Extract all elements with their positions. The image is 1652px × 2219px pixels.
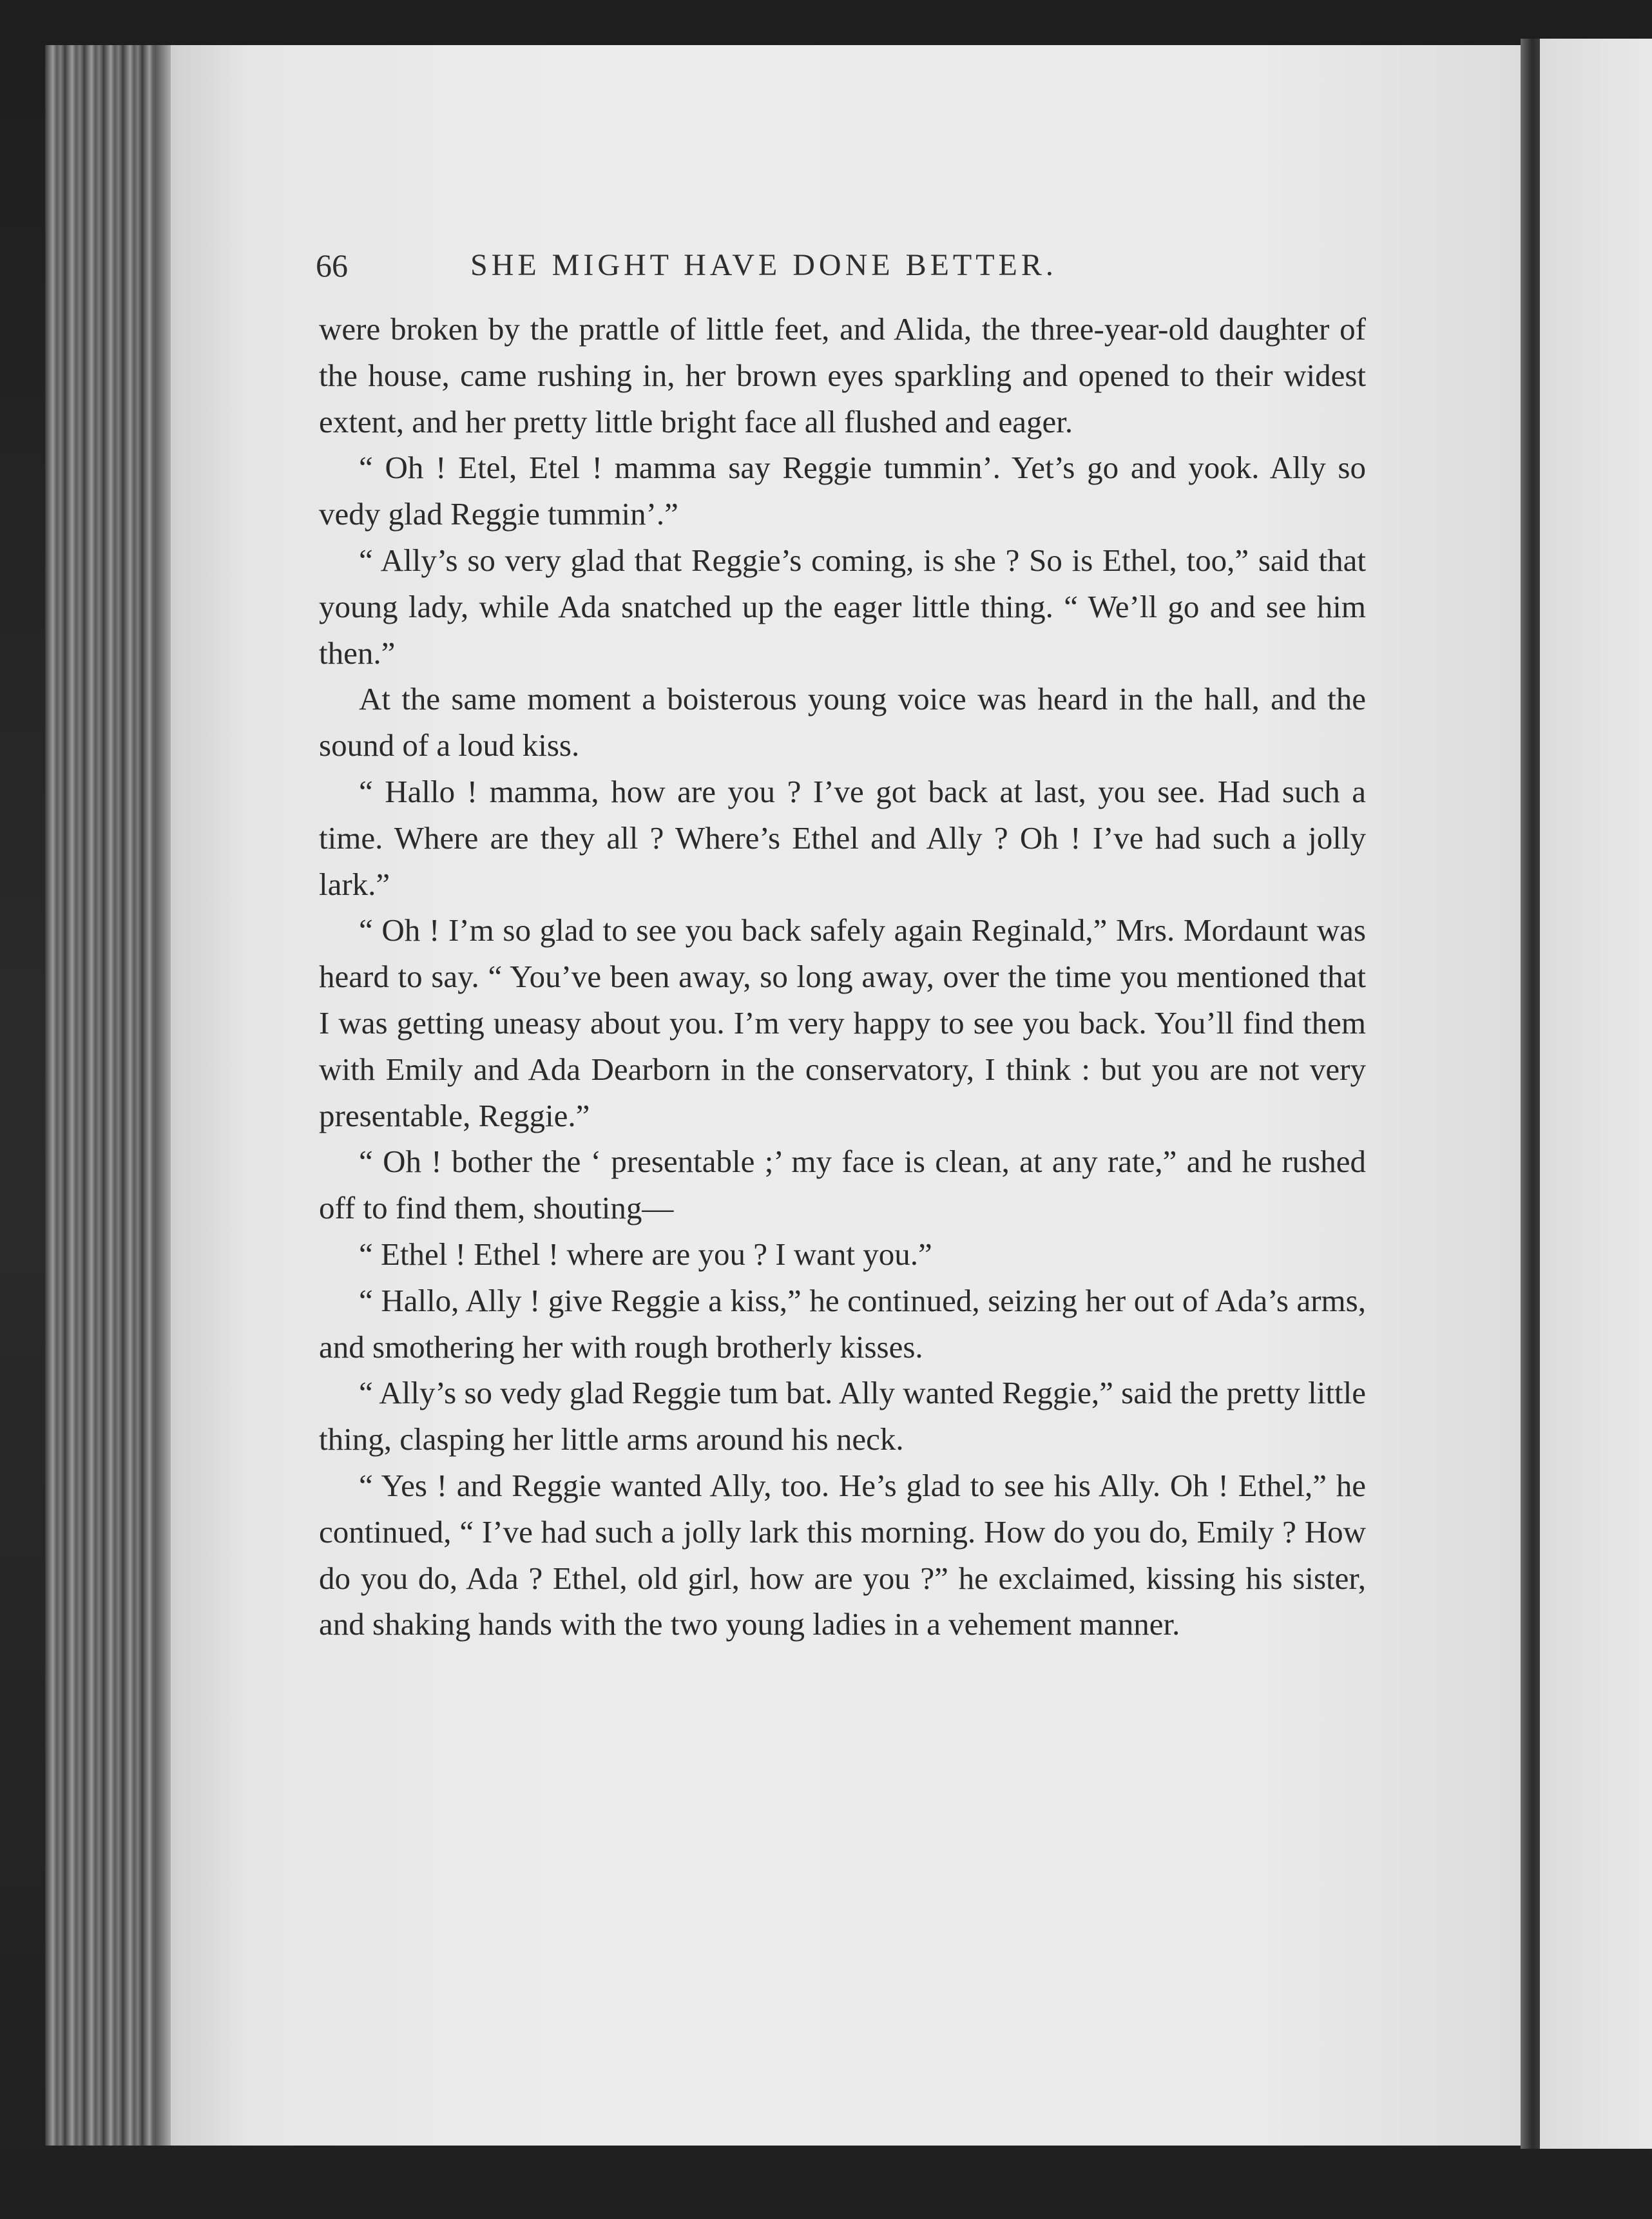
paragraph: “ Ally’s so very glad that Reggie’s coming, is she ? So is Ethel, too,” said that young lady, while Ada snatched up the eager little thing. “ We’ll go and see him then.” [319,542,1366,671]
paragraph: “ Ethel ! Ethel ! where are you ? I want you.” [359,1236,932,1272]
paragraph: were broken by the prattle of little feet, and Alida, the three-year-old daughter of the house, came rushing in, her brown eyes sparkling and opened to their widest extent, and her pretty little bright face all flushed and eager. [319,311,1366,439]
book-gutter [1521,39,1540,2149]
page-number: 66 [316,247,348,283]
paragraph: “ Yes ! and Reggie wanted Ally, too. He’s glad to see his Ally. Oh ! Ethel,” he continued, “ I’ve had such a jolly lark this morning. How do you do, Emily ? How do you do, Ada ? Ethel, old girl, how are you ?” he exclaimed, kissing his sister, and shaking hands with the two young ladies in a vehement manner. [319,1467,1366,1642]
paragraph: “ Ally’s so vedy glad Reggie tum bat. Ally wanted Reggie,” said the pretty little thing, clasping her little arms around his neck. [319,1375,1366,1457]
running-head [316,246,1218,285]
paragraph: At the same moment a boisterous young voice was heard in the hall, and the sound of a loud kiss. [319,681,1366,764]
paragraph: “ Oh ! I’m so glad to see you back safely again Reginald,” Mrs. Mordaunt was heard to say. “ You’ve been away, so long away, over the time you mentioned that I was getting uneasy about you. I’m very happy to see you back. You’ll find them with Emily and Ada Dearborn in the conservatory, I think : but you are not very presentable, Reggie.” [319,912,1366,1133]
body-text [319,306,1366,1647]
paragraph: “ Hallo, Ally ! give Reggie a kiss,” he continued, seizing her out of Ada’s arms, and smothering her with rough brotherly kisses. [319,1282,1366,1365]
facing-page-edge [1540,39,1652,2149]
paragraph: “ Hallo ! mamma, how are you ? I’ve got back at last, you see. Had such a time. Where are they all ? Where’s Ethel and Ally ? Oh ! I’ve had such a jolly lark.” [319,773,1366,902]
paragraph: “ Oh ! bother the ‘ presentable ;’ my face is clean, at any rate,” and he rushed off to find them, shouting— [319,1144,1366,1226]
running-title: SHE MIGHT HAVE DONE BETTER. [470,248,1057,282]
paragraph: “ Oh ! Etel, Etel ! mamma say Reggie tummin’. Yet’s go and yook. Ally so vedy glad Reggie tummin’.” [319,450,1366,532]
